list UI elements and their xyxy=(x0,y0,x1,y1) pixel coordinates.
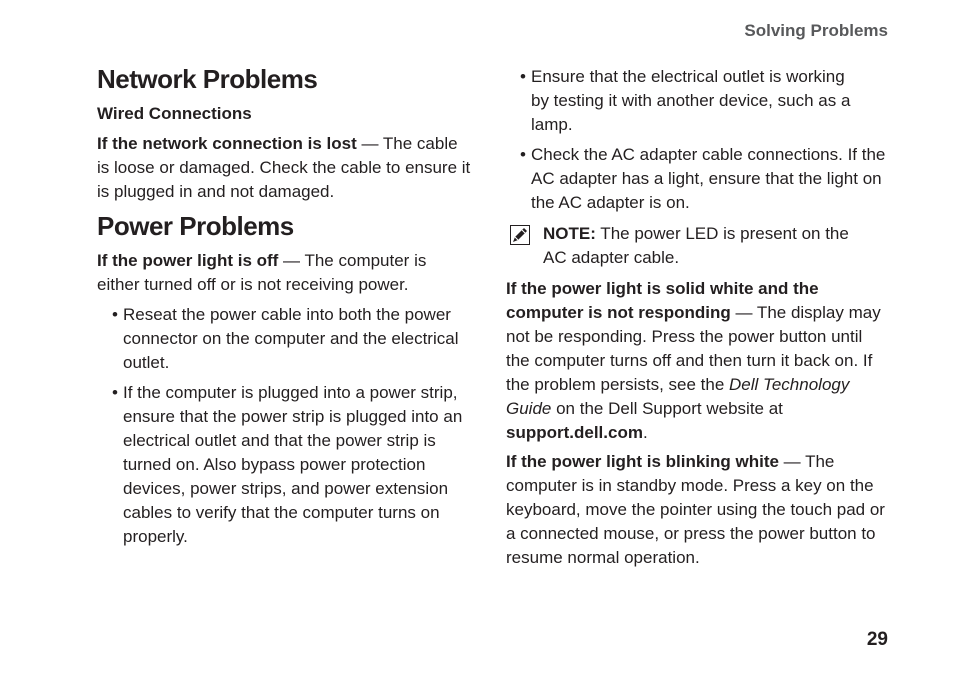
blinking-white-body: — The computer is in standby mode. Press a key on the keyboard, move the pointer using the touch pad or a connected mouse, or press the power button to resume normal operation. xyxy=(506,452,885,567)
running-header: Solving Problems xyxy=(744,21,888,40)
power-off-lead: If the power light is off xyxy=(97,251,279,270)
note-body: The power LED is present on the AC adapter cable. xyxy=(543,224,849,267)
solid-white-paragraph xyxy=(506,277,886,445)
solid-white-end: . xyxy=(642,423,648,442)
dell-technology-guide-title: Dell Technology Guide xyxy=(506,375,850,418)
network-lost-paragraph xyxy=(97,132,472,204)
bullet-item: • Reseat the power cable into both the power connector on the computer and the electrical outlet. xyxy=(112,305,459,372)
power-off-bullet-list xyxy=(112,303,482,549)
network-lost-body: — The cable is loose or damaged. Check the cable to ensure it is plugged in and not damaged. xyxy=(97,134,471,201)
note-label: NOTE: xyxy=(543,224,596,243)
power-off-bullet-list-continued xyxy=(520,65,891,215)
bullet-item: • Check the AC adapter cable connections. If the AC adapter has a light, ensure that the light on the AC adapter is on. xyxy=(520,145,886,212)
note-pencil-icon xyxy=(510,225,530,245)
blinking-white-lead: If the power light is blinking white xyxy=(506,452,779,471)
power-off-body: — The computer is either turned off or is not receiving power. xyxy=(97,251,427,294)
note-block xyxy=(506,222,853,270)
bullet-item: • Ensure that the electrical outlet is working by testing it with another device, such as a lamp. xyxy=(520,67,851,134)
bullet-item: • If the computer is plugged into a power strip, ensure that the power strip is plugged into an electrical outlet and that the power strip is turned on. Also bypass power protection devices, power strips, and power extension cables to verify that the computer turns on properly. xyxy=(112,383,463,546)
solid-white-body: — The display may not be responding. Press the power button until the computer turns off and then turn it back on. If the problem persists, see the xyxy=(506,303,881,394)
network-lost-lead: If the network connection is lost xyxy=(97,134,357,153)
page-number: 29 xyxy=(866,629,888,650)
power-problems-heading: Power Problems xyxy=(97,211,294,241)
network-problems-heading: Network Problems xyxy=(97,64,318,94)
wired-connections-heading: Wired Connections xyxy=(97,104,252,123)
solid-white-lead: If the power light is solid white and the computer is not responding xyxy=(506,279,819,322)
solid-white-body-2: on the Dell Support website at xyxy=(551,399,783,418)
support-website: support.dell.com xyxy=(506,423,643,442)
blinking-white-paragraph xyxy=(506,450,886,570)
power-off-paragraph xyxy=(97,249,447,297)
